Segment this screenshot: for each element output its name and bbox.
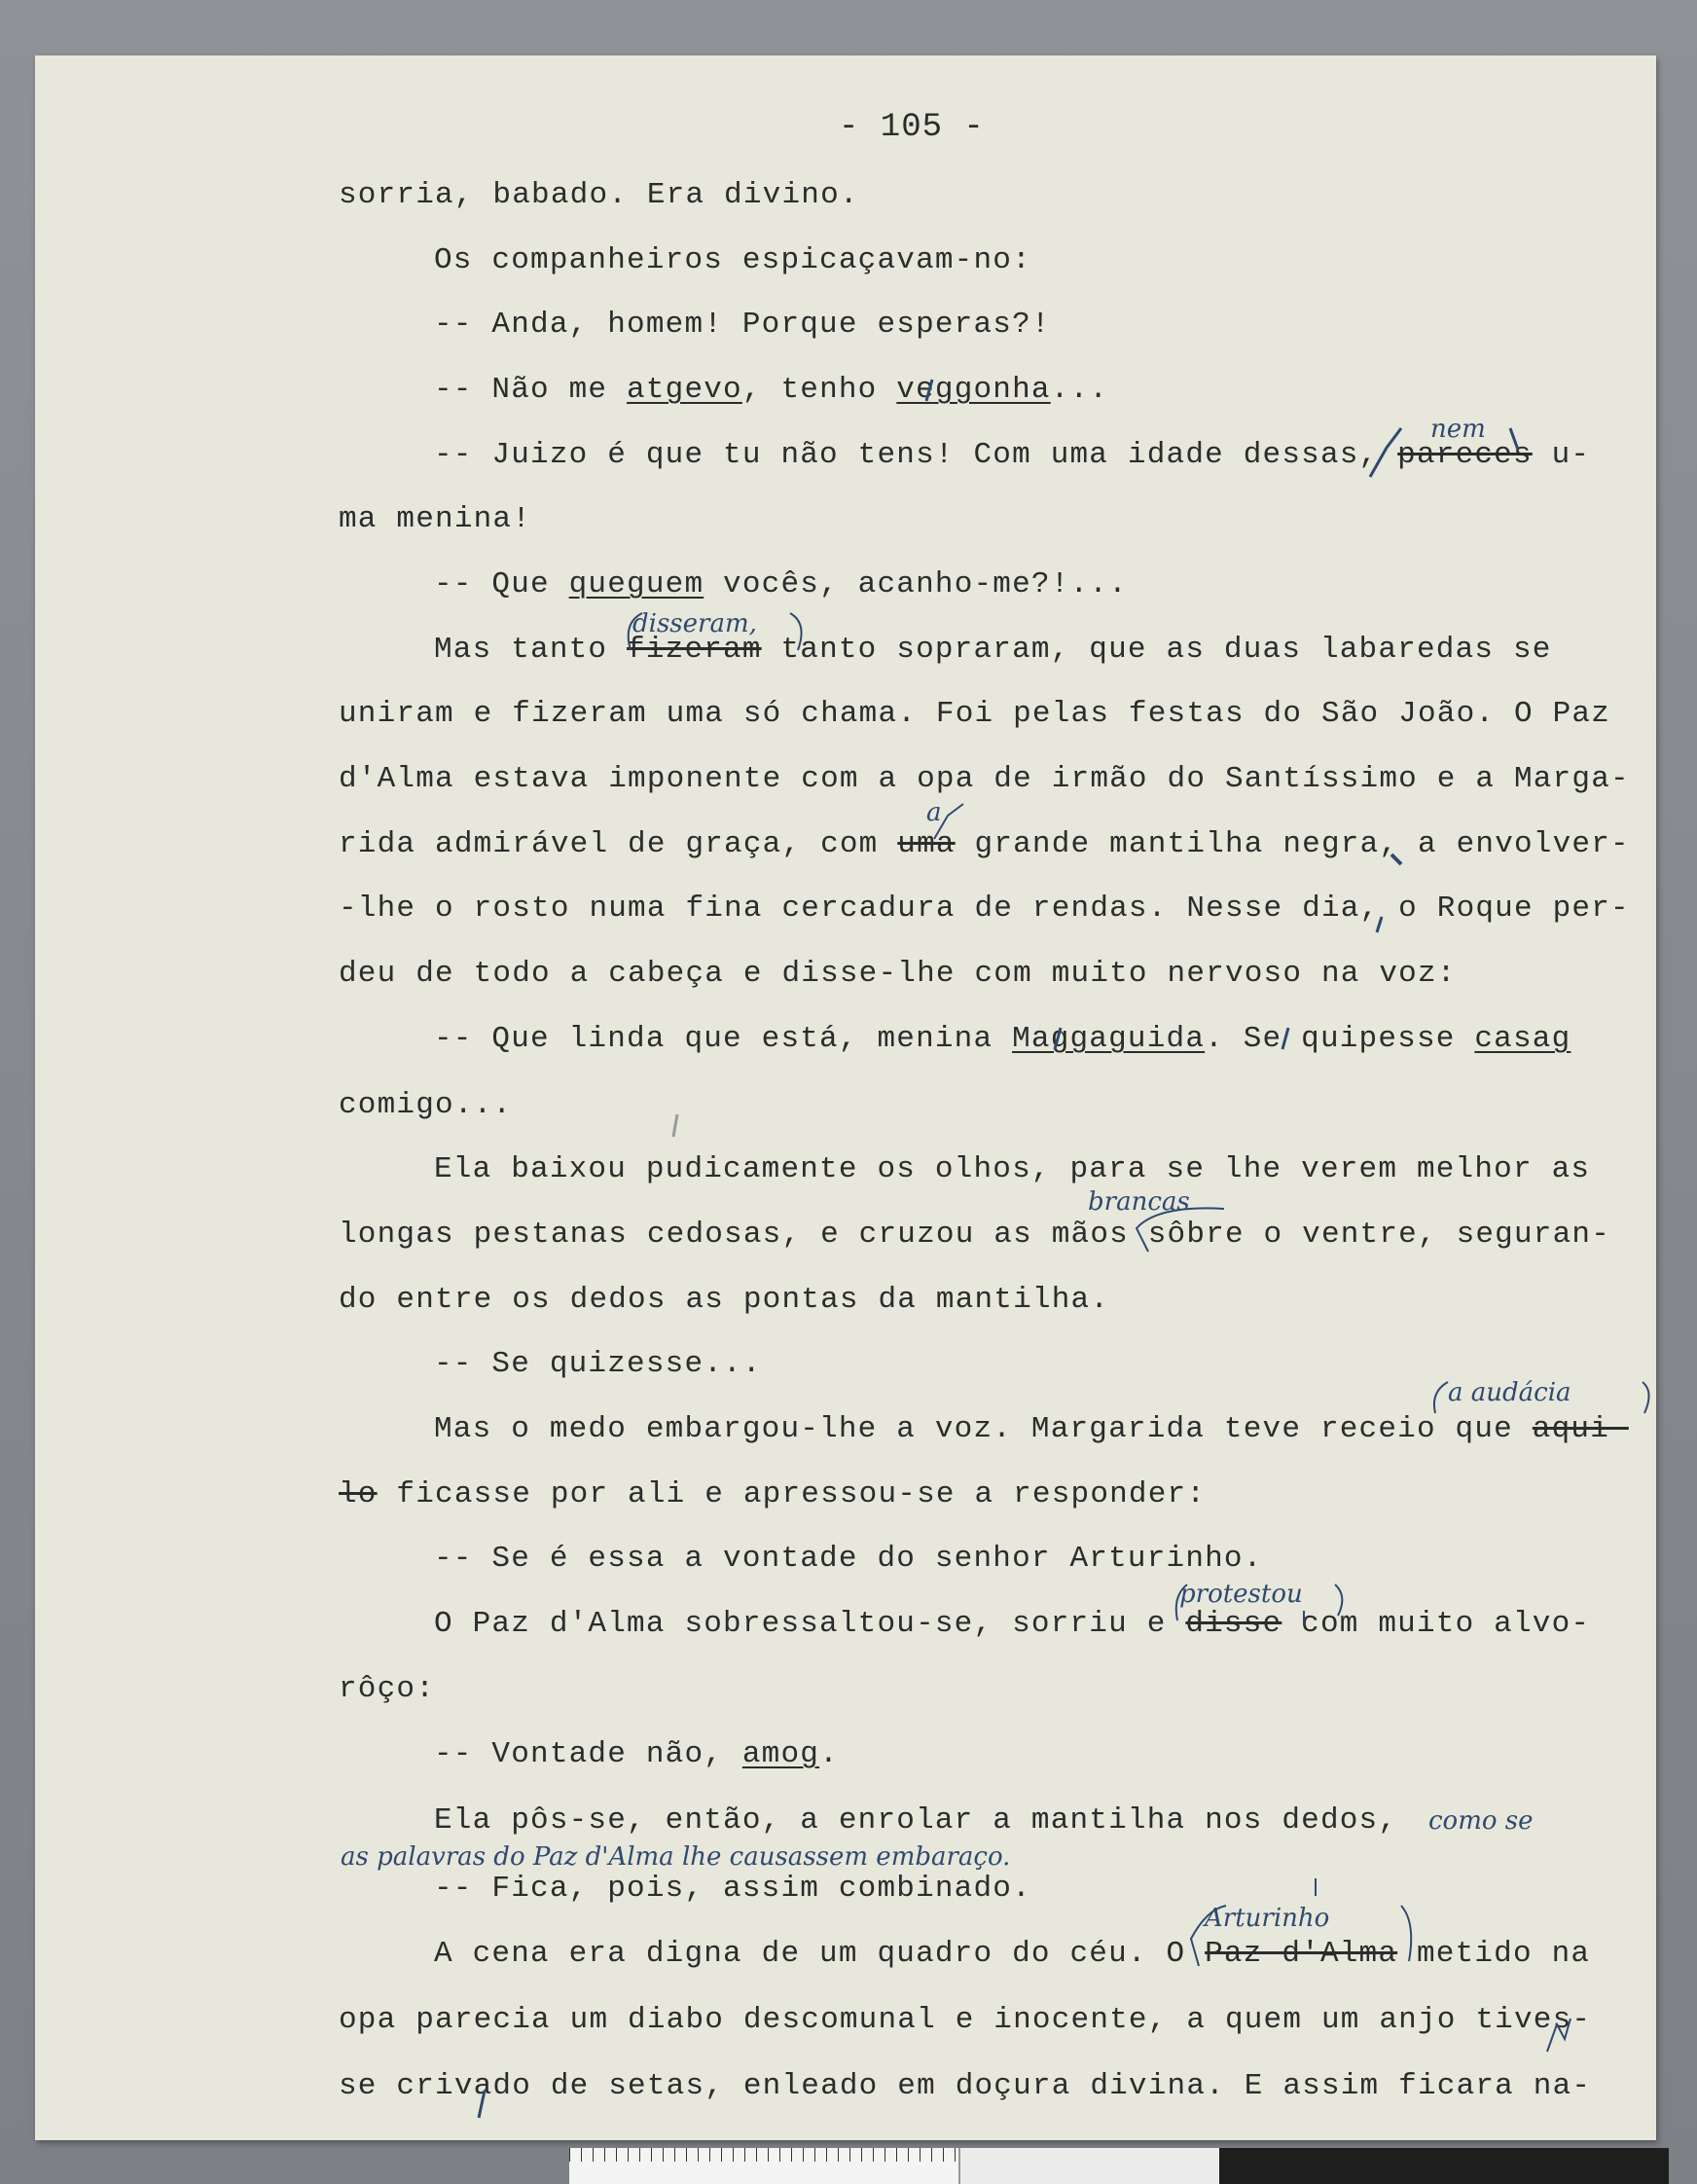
text-line: do entre os dedos as pontas da mantilha. (339, 1283, 1110, 1317)
text-line: rôço: (339, 1672, 436, 1706)
text-line: -- Se é essa a vontade do senhor Arturinho. (434, 1542, 1263, 1576)
text-line: se crivado de setas, enleado em doçura divina. E assim ficara na- (339, 2069, 1592, 2103)
text-segment: u- (1532, 438, 1591, 472)
text-segment: grande mantilha negra, a envolver- (955, 827, 1630, 861)
handwritten-insertion: as palavras do Paz d'Alma lhe causassem embaraço. (341, 1842, 1011, 1872)
struck-word: fizeram (627, 633, 762, 667)
text-segment: Mas tanto (434, 633, 628, 667)
text-line (434, 375, 1108, 405)
text-segment: rida admirável de graça, com (339, 827, 898, 861)
struck-word: lo (339, 1477, 378, 1511)
struck-word: disse (1185, 1607, 1282, 1641)
underlined-word: amog (741, 1737, 820, 1771)
text-line: d'Alma estava imponente com a opa de irmão do Santíssimo e a Marga- (339, 762, 1630, 796)
underlined-word: casag (1474, 1022, 1571, 1056)
text-line: longas pestanas cedosas, e cruzou as mãos sôbre o ventre, seguran- (339, 1218, 1610, 1252)
page-number: - 105 - (839, 109, 985, 146)
struck-word: Paz d'Alma (1205, 1937, 1398, 1971)
text-line: -- Se quizesse... (434, 1347, 762, 1381)
text-line: Os companheiros espicaçavam-no: (434, 243, 1031, 277)
text-line (434, 440, 1590, 470)
ruler-light-block (958, 2148, 1221, 2184)
text-line: sorria, babado. Era divino. (339, 178, 859, 212)
handwritten-insertion: brancas (1088, 1187, 1190, 1217)
text-segment: . (819, 1737, 839, 1771)
handwritten-insertion: a (926, 798, 942, 827)
text-segment: A cena era digna de um quadro do céu. O (434, 1937, 1206, 1971)
text-line (434, 1739, 839, 1769)
struck-word: uma (897, 827, 956, 861)
text-segment: -- Juizo é que tu não tens! Com uma idade dessas, (434, 438, 1398, 472)
text-segment: -- Que linda que está, menina (434, 1022, 1013, 1056)
text-line: ma menina! (339, 502, 532, 536)
text-segment: , tenho (741, 373, 897, 407)
handwritten-insertion: disseram, (632, 609, 757, 638)
text-line: -- Anda, homem! Porque esperas?! (434, 308, 1051, 342)
text-line: opa parecia um diabo descomunal e inocente, a quem um anjo tives- (339, 2003, 1592, 2037)
underlined-word: Maggaguida (1012, 1022, 1206, 1056)
text-line: Ela pôs-se, então, a enrolar a mantilha nos dedos, (434, 1803, 1398, 1838)
scan-ruler (569, 2148, 1669, 2184)
text-line (434, 1939, 1590, 1969)
underlined-word: queguem (568, 567, 704, 601)
text-line (434, 1609, 1590, 1639)
text-line: Ela baixou pudicamente os olhos, para se lhe verem melhor as (434, 1152, 1591, 1186)
text-line (434, 1024, 1571, 1054)
underlined-word: veggonha (896, 373, 1051, 407)
text-line (339, 1479, 1206, 1510)
text-segment: tanto sopraram, que as duas labaredas se (761, 633, 1552, 667)
handwritten-insertion: a audácia (1448, 1378, 1571, 1407)
text-line: uniram e fizeram uma só chama. Foi pelas festas do São João. O Paz (339, 697, 1610, 731)
handwritten-insertion: protestou (1179, 1580, 1303, 1609)
underlined-word: atgevo (627, 373, 742, 407)
struck-word: aqui- (1532, 1412, 1629, 1446)
text-segment: metido na (1397, 1937, 1591, 1971)
text-segment: Mas o medo embargou-lhe a voz. Margarida teve receio que (434, 1412, 1533, 1446)
text-segment: . Se quipesse (1205, 1022, 1475, 1056)
text-line: comigo... (339, 1088, 513, 1122)
handwritten-insertion: Arturinho (1205, 1904, 1330, 1933)
text-segment: ... (1050, 373, 1109, 407)
text-line (434, 635, 1552, 665)
text-segment: com muito alvo- (1282, 1607, 1591, 1641)
text-line: deu de todo a cabeça e disse-lhe com muito nervoso na voz: (339, 957, 1457, 991)
text-line: -- Fica, pois, assim combinado. (434, 1872, 1031, 1906)
text-segment: ficasse por ali e apressou-se a responder: (377, 1477, 1207, 1511)
handwritten-insertion: como se (1428, 1806, 1534, 1836)
handwritten-insertion: nem (1430, 415, 1486, 444)
text-line (434, 1414, 1629, 1444)
ruler-dark-block (1219, 2148, 1669, 2184)
text-line (434, 569, 1128, 600)
text-line: -lhe o rosto numa fina cercadura de rendas. Nesse dia, o Roque per- (339, 892, 1630, 926)
text-segment: O Paz d'Alma sobressaltou-se, sorriu e (434, 1607, 1186, 1641)
text-segment: vocês, acanho-me?!... (704, 567, 1128, 601)
struck-word: pareces (1397, 438, 1533, 472)
text-line (339, 829, 1630, 859)
text-segment: -- Que (434, 567, 569, 601)
text-segment: -- Vontade não, (434, 1737, 742, 1771)
text-segment: -- Não me (434, 373, 628, 407)
